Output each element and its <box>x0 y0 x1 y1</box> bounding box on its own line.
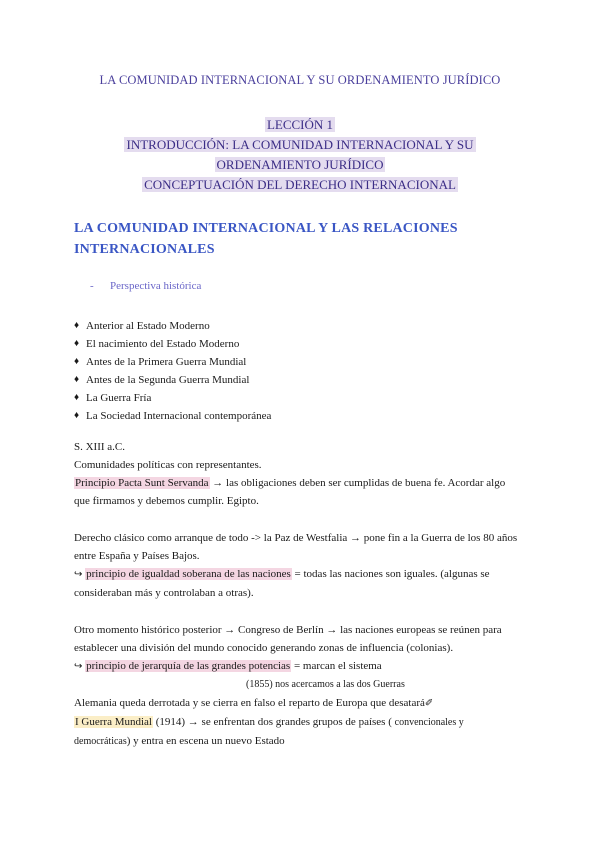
lesson-title-line-1: INTRODUCCIÓN: LA COMUNIDAD INTERNACIONAL Y SU <box>126 137 474 152</box>
section-heading-line-2: INTERNACIONALES <box>74 242 215 257</box>
list-item: ♦ La Sociedad Internacional contemporánea <box>74 407 271 425</box>
highlight-i-guerra-mundial: I Guerra Mundial <box>75 716 152 728</box>
pen-mark-icon: ✐ <box>424 698 434 709</box>
diamond-bullet-icon: ♦ <box>74 320 80 331</box>
paragraph-3: Otro momento histórico posterior → Congreso de Berlín → las naciones europeas se reúnen para establecer una división del mundo conocido generando zonas de influencia (colonias). ↪ principio de jerarquía de las grandes potencias = marcan el sistema (1855) nos acercamos a las dos Guerras Alemania queda derrotada y se cierra en falso el reparto de Europa que desatará✐ I Guerra Mundial (1914) → se enfrentan dos grandes grupos de países ( convencionales y democráticas) y entra en escena un nuevo Estado <box>74 621 534 751</box>
return-arrow-icon: ↪ <box>74 569 83 580</box>
list-item: ♦ El nacimiento del Estado Moderno <box>74 335 271 353</box>
section-heading-line-1: LA COMUNIDAD INTERNACIONAL Y LAS RELACIONES <box>74 221 458 236</box>
lesson-number: LECCIÓN 1 <box>266 117 334 132</box>
highlight-jerarquia-potencias: principio de jerarquía de las grandes potencias <box>86 660 291 672</box>
highlight-pacta-sunt-servanda: Principio Pacta Sunt Servanda <box>75 477 209 489</box>
subsection-item <box>90 280 201 292</box>
diamond-bullet-icon: ♦ <box>74 338 80 349</box>
lesson-subtitle: CONCEPTUACIÓN DEL DERECHO INTERNACIONAL <box>144 177 456 192</box>
subsection-label: Perspectiva histórica <box>110 280 202 292</box>
section-heading <box>74 218 534 260</box>
diamond-bullet-icon: ♦ <box>74 410 80 421</box>
handwritten-note: (1855) nos acercamos a las dos Guerras <box>246 679 405 690</box>
paragraph-2: Derecho clásico como arranque de todo -> la Paz de Westfalia → pone fin a la Guerra de los 80 años entre España y Países Bajos. ↪ principio de igualdad soberana de las naciones = todas las naciones son iguales. (algunas se consideraban más y controlaban a otras). <box>74 532 518 599</box>
lesson-title-line-2: ORDENAMIENTO JURÍDICO <box>216 157 384 172</box>
paragraph-1: S. XIII a.C. Comunidades políticas con representantes. Principio Pacta Sunt Servanda → las obligaciones deben ser cumplidas de buena fe. Acordar algo que firmamos y debemos cumplir. Egipto. <box>74 441 506 507</box>
return-arrow-icon: ↪ <box>74 661 83 672</box>
highlight-igualdad-soberana: principio de igualdad soberana de las naciones <box>86 568 291 580</box>
diamond-bullet-icon: ♦ <box>74 392 80 403</box>
list-item: ♦ Anterior al Estado Moderno <box>74 317 271 335</box>
list-item: ♦ Antes de la Segunda Guerra Mundial <box>74 371 271 389</box>
dash-marker: - <box>90 280 94 292</box>
diamond-bullet-icon: ♦ <box>74 356 80 367</box>
list-item: ♦ Antes de la Primera Guerra Mundial <box>74 353 271 371</box>
document-title: LA COMUNIDAD INTERNACIONAL Y SU ORDENAMIENTO JURÍDICO <box>99 73 501 87</box>
diamond-bullet-icon: ♦ <box>74 374 80 385</box>
periods-list <box>74 317 271 425</box>
list-item: ♦ La Guerra Fría <box>74 389 271 407</box>
lesson-header <box>0 115 600 195</box>
